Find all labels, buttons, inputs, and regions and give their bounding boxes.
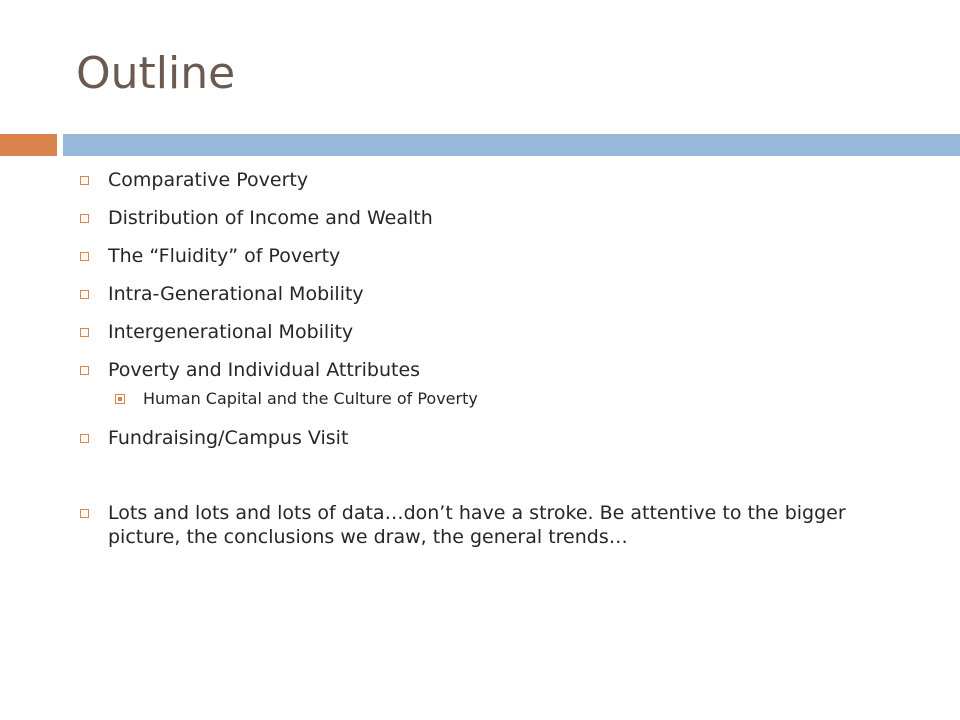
- bullet-item: [80, 426, 920, 464]
- bullet-item: [80, 244, 920, 282]
- bullet-text: Poverty and Individual Attributes: [108, 359, 421, 381]
- bullet-item: [80, 358, 920, 388]
- hollow-square-bullet-icon: [80, 434, 89, 443]
- closing-note-text: Lots and lots and lots of data…don’t have a stroke. Be attentive to the bigger picture, the conclusions we draw, the general trends…: [108, 502, 846, 548]
- accent-bar-blue: [63, 134, 960, 156]
- hollow-square-bullet-icon: [80, 252, 89, 261]
- bullet-text: Intergenerational Mobility: [108, 321, 354, 343]
- bullet-item: [80, 320, 920, 358]
- hollow-square-bullet-icon: [80, 509, 89, 518]
- bullet-text: Fundraising/Campus Visit: [108, 427, 349, 449]
- spacer: [80, 464, 920, 501]
- bullet-item: [80, 206, 920, 244]
- sub-bullet-item: [80, 388, 920, 426]
- bullet-list: [80, 168, 920, 549]
- hollow-square-bullet-icon: [80, 366, 89, 375]
- hollow-square-bullet-icon: [80, 176, 89, 185]
- bullet-text: Comparative Poverty: [108, 169, 309, 191]
- filled-square-bullet-icon: [115, 394, 125, 404]
- bullet-text: Intra-Generational Mobility: [108, 283, 364, 305]
- hollow-square-bullet-icon: [80, 290, 89, 299]
- sub-bullet-text: Human Capital and the Culture of Poverty: [143, 389, 478, 408]
- bullet-text: Distribution of Income and Wealth: [108, 207, 433, 229]
- bullet-item: [80, 282, 920, 320]
- bullet-text: The “Fluidity” of Poverty: [108, 245, 341, 267]
- hollow-square-bullet-icon: [80, 328, 89, 337]
- accent-bar-orange: [0, 134, 57, 156]
- slide-title: Outline: [76, 48, 236, 99]
- bullet-item: [80, 168, 920, 206]
- bullet-item: [80, 501, 920, 549]
- hollow-square-bullet-icon: [80, 214, 89, 223]
